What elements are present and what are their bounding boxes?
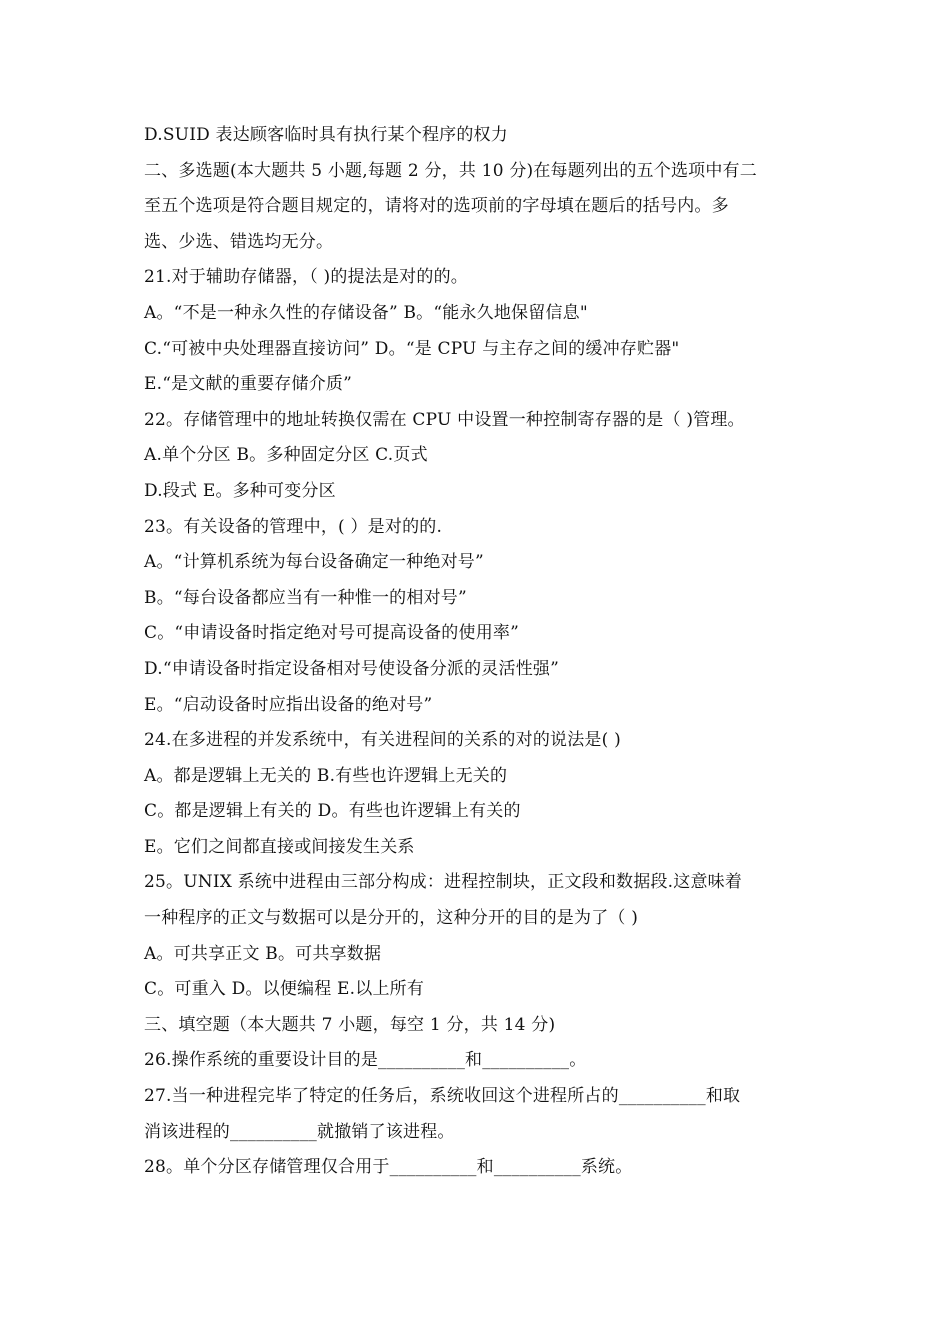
question-21-options-ab: A。“不是一种永久性的存储设备” B。“能永久地保留信息"	[144, 302, 588, 323]
question-24-options-cd: C。都是逻辑上有关的 D。有些也许逻辑上有关的	[144, 801, 521, 822]
question-25: 25。UNIX 系统中进程由三部分构成：进程控制块，正文段和数据段.这意味着	[144, 872, 743, 893]
text-line-suid-option-d: D.SUID 表达顾客临时具有执行某个程序的权力	[144, 125, 508, 145]
section-instructions-line-2: 至五个选项是符合题目规定的，请将对的选项前的字母填在题后的括号内。多	[144, 196, 729, 217]
question-23: 23。有关设备的管理中，( ）是对的的.	[144, 516, 443, 537]
section-heading-fill-in: 三、填空题（本大题共 7 小题，每空 1 分，共 14 分)	[144, 1014, 556, 1035]
question-24-options-ab: A。都是逻辑上无关的 B.有些也许逻辑上无关的	[144, 765, 508, 786]
question-25-line-2: 一种程序的正文与数据可以是分开的，这种分开的目的是为了（ )	[144, 908, 639, 929]
section-instructions-line-3: 选、少选、错选均无分。	[144, 231, 334, 252]
section-heading-multiple-choice: 二、多选题(本大题共 5 小题,每题 2 分，共 10 分)在每题列出的五个选项中有二	[144, 160, 757, 181]
question-21-options-cd: C.“可被中央处理器直接访问” D。“是 CPU 与主存之间的缓冲存贮器"	[144, 338, 680, 359]
question-24-option-e: E。它们之间都直接或间接发生关系	[144, 836, 415, 857]
question-26: 26.操作系统的重要设计目的是__________和__________。	[144, 1050, 587, 1071]
question-23-option-e: E。“启动设备时应指出设备的绝对号”	[144, 694, 433, 715]
document-body	[144, 118, 824, 1186]
question-27-line-2: 消该进程的__________就撤销了该进程。	[144, 1121, 455, 1142]
question-28: 28。单个分区存储管理仅合用于__________和__________系统。	[144, 1157, 633, 1178]
question-21-option-e: E.“是文献的重要存储介质”	[144, 374, 352, 395]
question-22-options-de: D.段式 E。多种可变分区	[144, 480, 336, 501]
question-23-option-b: B。“每台设备都应当有一种惟一的相对号”	[144, 587, 467, 608]
question-22: 22。存储管理中的地址转换仅需在 CPU 中设置一种控制寄存器的是（ )管理。	[144, 409, 745, 430]
question-23-option-d: D.“申请设备时指定设备相对号使设备分派的灵活性强”	[144, 658, 560, 679]
question-21: 21.对于辅助存储器，（ )的提法是对的的。	[144, 267, 468, 288]
question-25-options-ab: A。可共享正文 B。可共享数据	[144, 943, 382, 964]
question-23-option-a: A。“计算机系统为每台设备确定一种绝对号”	[144, 552, 484, 573]
question-22-options-abc: A.单个分区 B。多种固定分区 C.页式	[144, 445, 428, 466]
question-24: 24.在多进程的并发系统中，有关进程间的关系的对的说法是( )	[144, 730, 621, 751]
question-25-options-cde: C。可重入 D。以便编程 E.以上所有	[144, 979, 425, 1000]
question-23-option-c: C。“申请设备时指定绝对号可提高设备的使用率”	[144, 623, 519, 644]
question-27: 27.当一种进程完毕了特定的任务后，系统收回这个进程所占的__________和取	[144, 1086, 741, 1107]
